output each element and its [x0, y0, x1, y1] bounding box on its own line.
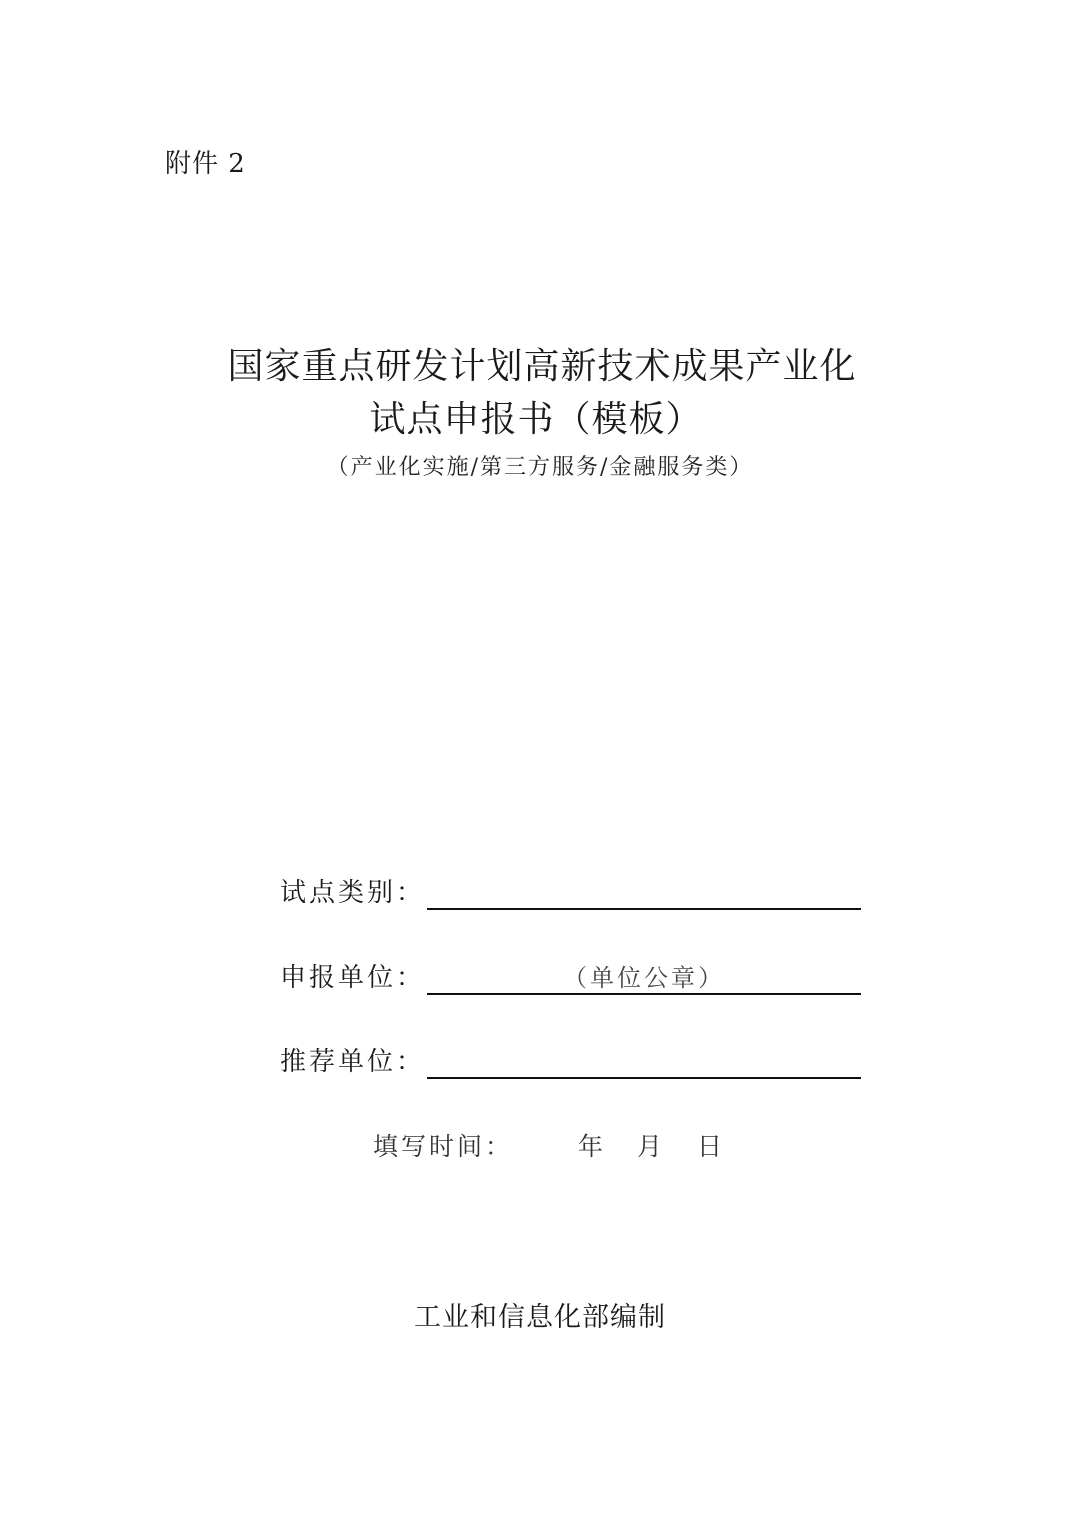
- document-title-line-2: 试点申报书（模板）: [369, 399, 703, 440]
- applicant-unit-blank[interactable]: [427, 993, 861, 995]
- pilot-category-label: 试点类别：: [280, 878, 426, 908]
- date-month-label: 月: [637, 1132, 666, 1161]
- document-title-line-1: 国家重点研发计划高新技术成果产业化: [227, 346, 857, 387]
- date-day-label: 日: [697, 1132, 726, 1161]
- recommending-unit-blank[interactable]: [427, 1077, 861, 1079]
- document-subtitle: （产业化实施/第三方服务/金融服务类）: [326, 455, 754, 480]
- pilot-category-blank[interactable]: [427, 908, 861, 910]
- applicant-unit-label: 申报单位：: [280, 963, 426, 993]
- date-year-label: 年: [578, 1132, 607, 1161]
- attachment-label: 附件 2: [165, 149, 246, 179]
- recommending-unit-label: 推荐单位：: [280, 1047, 426, 1077]
- fill-date-label: 填写时间：: [373, 1132, 514, 1161]
- unit-seal-hint: （单位公章）: [563, 964, 725, 992]
- compiler-text: 工业和信息化部编制: [414, 1302, 666, 1333]
